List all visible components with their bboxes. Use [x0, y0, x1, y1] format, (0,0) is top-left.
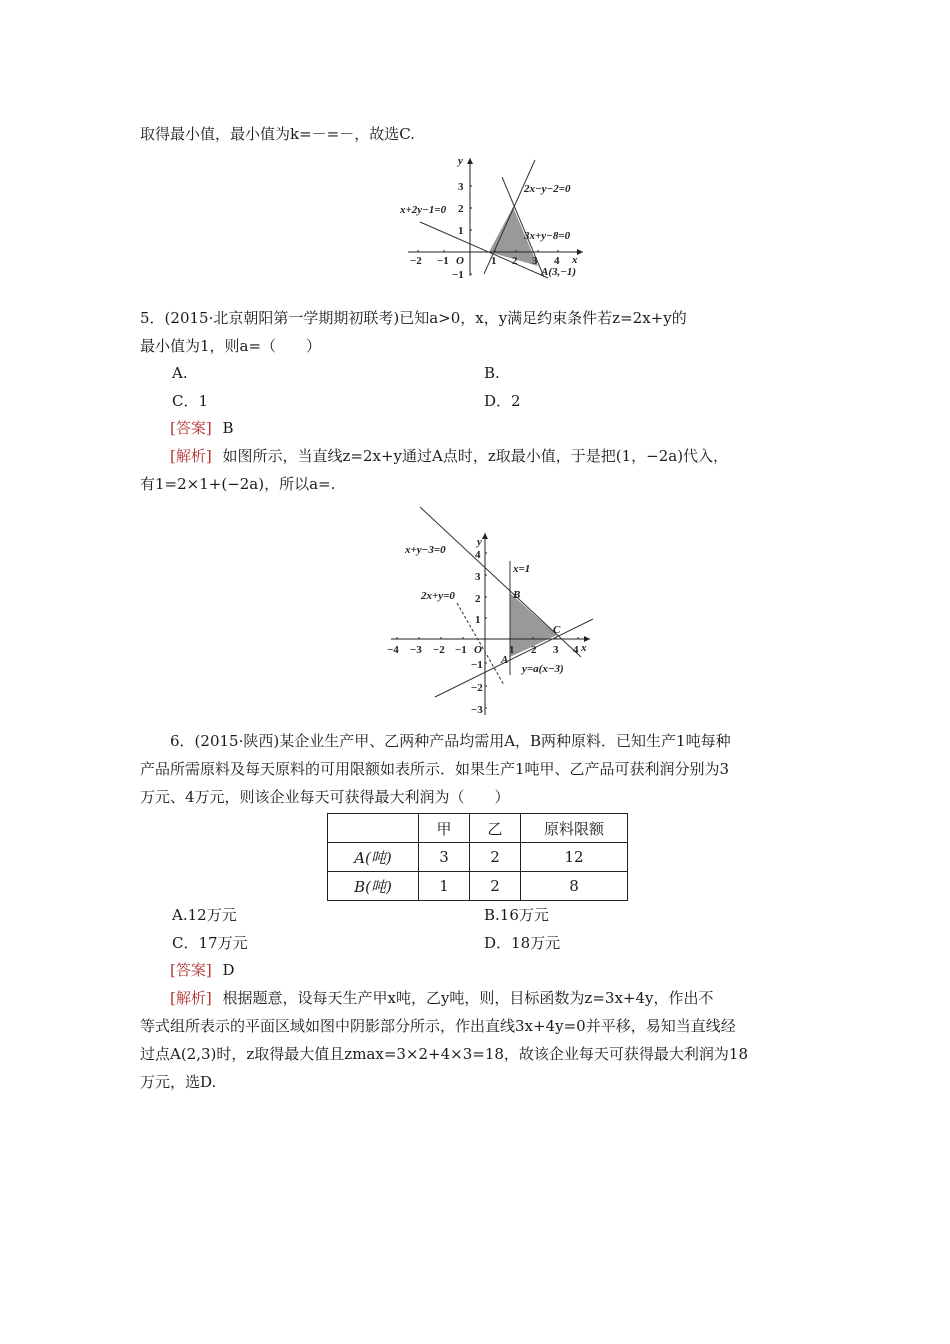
- fig1-x-tick: −2: [410, 255, 422, 267]
- fig2-y-axis-label: y: [477, 536, 482, 548]
- fig2-line-label: x=1: [513, 563, 531, 575]
- q5-option-d: D．2: [484, 392, 521, 410]
- q6-stem-line-3: 万元、4万元，则该企业每天可获得最大利润为（ ）: [140, 788, 510, 806]
- q5-stem-line-2: 最小值为1，则a=（ ）: [140, 337, 322, 355]
- fig1-y-tick: 3: [458, 181, 464, 193]
- fig2-point-a: A: [501, 654, 509, 666]
- table-header: 原料限额: [521, 814, 628, 843]
- fig1-x-tick: 4: [554, 255, 560, 267]
- analysis-text: 如图所示，当直线z=2x+y通过A点时，z取最小值，于是把(1，−2a)代入，: [222, 447, 729, 465]
- table-row: [328, 872, 628, 901]
- figure-2-feasible-region: [385, 505, 600, 717]
- fig1-x-tick: −1: [437, 255, 449, 267]
- fig2-y-tick: 3: [475, 571, 481, 583]
- previous-conclusion: 取得最小值，最小值为k=－=－，故选C.: [140, 125, 415, 143]
- q6-stem-line-1: 6．(2015·陕西)某企业生产甲、乙两种产品均需用A，B两种原料．已知生产1吨每种: [170, 732, 731, 750]
- q5-option-b: B.: [484, 364, 500, 382]
- fig1-y-axis-label: y: [458, 155, 463, 167]
- q6-option-d: D．18万元: [484, 934, 561, 952]
- fig2-line-label: x+y−3=0: [405, 544, 446, 556]
- fig2-x-tick: 4: [573, 644, 579, 656]
- fig2-y-tick: 1: [475, 614, 481, 626]
- fig2-x-tick: −4: [387, 644, 399, 656]
- fig2-y-tick: 2: [475, 593, 481, 605]
- fig1-line-label: 3x+y−8=0: [524, 230, 571, 242]
- table-cell: 8: [521, 872, 628, 901]
- fig2-x-tick: −1: [455, 644, 467, 656]
- q6-analysis-line-4: 万元，选D.: [140, 1073, 217, 1091]
- analysis-tag: [解析]: [170, 447, 212, 465]
- q6-analysis-line-1: [170, 988, 714, 1008]
- q6-option-b: B.16万元: [484, 906, 549, 924]
- answer-tag: [答案]: [170, 961, 212, 979]
- figure-1-feasible-region: [398, 152, 598, 284]
- q6-stem-line-2: 产品所需原料及每天原料的可用限额如表所示．如果生产1吨甲、乙产品可获利润分别为3: [140, 760, 730, 778]
- fig2-y-tick: 4: [475, 549, 481, 561]
- fig1-y-tick: 2: [458, 203, 464, 215]
- answer-value: B: [222, 419, 234, 437]
- table-cell: B(吨): [328, 872, 419, 901]
- fig2-x-tick: −3: [410, 644, 422, 656]
- fig1-line-label: 2x−y−2=0: [524, 183, 571, 195]
- table-header-row: [328, 814, 628, 843]
- q5-stem-line-1: 5．(2015·北京朝阳第一学期期初联考)已知a>0，x，y满足约束条件若z=2x+y的: [140, 309, 687, 327]
- table-cell: A(吨): [328, 843, 419, 872]
- fig2-x-tick: −2: [433, 644, 445, 656]
- q6-answer: [170, 960, 235, 980]
- answer-tag: [答案]: [170, 419, 212, 437]
- analysis-text: 根据题意，设每天生产甲x吨，乙y吨，则，目标函数为z=3x+4y，作出不: [222, 989, 714, 1007]
- fig1-x-tick: 1: [491, 255, 497, 267]
- q6-analysis-line-2: 等式组所表示的平面区域如图中阴影部分所示，作出直线3x+4y=0并平移，易知当直线经: [140, 1017, 736, 1035]
- q6-analysis-line-3: 过点A(2,3)时，z取得最大值且zmax=3×2+4×3=18，故该企业每天可获得最大利润为18: [140, 1045, 749, 1063]
- table-header: 乙: [470, 814, 521, 843]
- fig1-x-tick: 3: [532, 255, 538, 267]
- fig2-y-tick: −2: [471, 682, 483, 694]
- fig1-y-tick: −1: [452, 269, 464, 281]
- table-cell: 2: [470, 843, 521, 872]
- q5-analysis-line-1: [170, 446, 728, 466]
- q6-option-a: A.12万元: [172, 906, 237, 924]
- fig2-y-tick: −3: [471, 704, 483, 716]
- fig1-y-tick: 1: [458, 225, 464, 237]
- fig2-line-label: 2x+y=0: [421, 590, 455, 602]
- q5-option-a: A.: [172, 364, 188, 382]
- table-header: 甲: [419, 814, 470, 843]
- analysis-tag: [解析]: [170, 989, 212, 1007]
- table-cell: 2: [470, 872, 521, 901]
- fig2-point-c: C: [553, 624, 561, 636]
- fig2-x-tick: 2: [531, 644, 537, 656]
- fig1-point-label: A(3,−1): [541, 266, 577, 278]
- fig2-y-tick: −1: [471, 659, 483, 671]
- fig2-point-b: B: [513, 589, 521, 601]
- table-cell: 12: [521, 843, 628, 872]
- table-header: [328, 814, 419, 843]
- fig2-origin: O: [474, 644, 482, 656]
- fig2-line-label: y=a(x−3): [522, 663, 564, 675]
- fig1-x-axis-label: x: [572, 254, 578, 266]
- table-cell: 3: [419, 843, 470, 872]
- fig1-origin: O: [456, 255, 464, 267]
- answer-value: D: [222, 961, 235, 979]
- fig2-x-tick: 3: [553, 644, 559, 656]
- q5-analysis-line-2: 有1=2×1+(−2a)，所以a=.: [140, 475, 336, 493]
- fig2-x-tick: 1: [509, 644, 515, 656]
- table-row: [328, 843, 628, 872]
- fig2-x-axis-label: x: [581, 642, 587, 654]
- table-cell: 1: [419, 872, 470, 901]
- q6-option-c: C．17万元: [172, 934, 248, 952]
- q5-option-c: C．1: [172, 392, 209, 410]
- q5-answer: [170, 418, 234, 438]
- fig1-x-tick: 2: [512, 255, 518, 267]
- materials-table: [327, 813, 628, 901]
- fig1-line-label: x+2y−1=0: [400, 204, 447, 216]
